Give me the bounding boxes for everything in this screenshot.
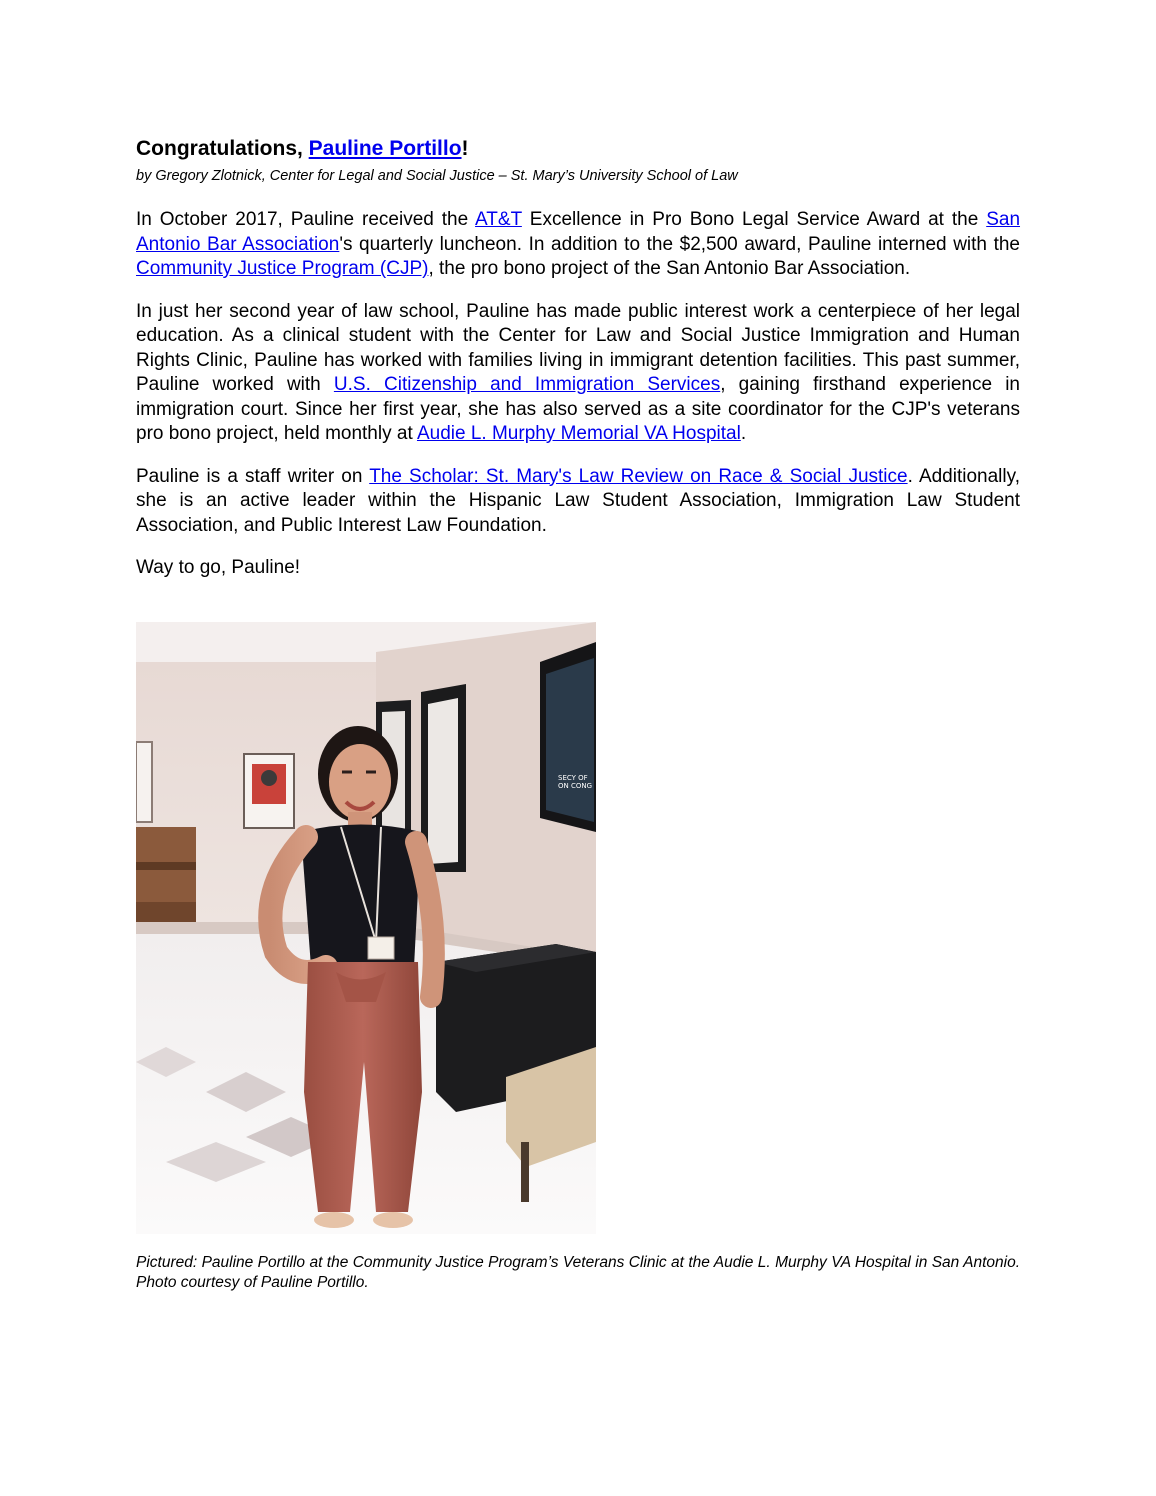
p3-text-1: Pauline is a staff writer on — [136, 465, 370, 487]
title-suffix: ! — [461, 137, 469, 160]
p3-text-2: . Additionally, she is an active leader within the Hispanic Law Student Association, Immigration Law Student Association, and Public Interest Law Foundation. — [136, 465, 1020, 536]
p1-text-3: 's quarterly luncheon. In addition to the $2,500 award, Pauline interned with the — [339, 233, 1021, 255]
p2-text-2: , gaining firsthand experience in immigration court. Since her first year, she has also served as a site coordinator for the CJP's veterans pro bono project, held monthly at — [136, 374, 1020, 444]
cjp-link[interactable]: Community Justice Program (CJP) — [136, 258, 429, 279]
san-antonio-bar-link[interactable]: San Antonio Bar Association — [136, 209, 1021, 255]
tv-caption-1: SECY OF — [558, 774, 588, 782]
p1-text-1: In October 2017, Pauline received the — [136, 209, 476, 230]
photo-caption: Pictured: Pauline Portillo at the Community Justice Program’s Veterans Clinic at the Audie L. Murphy VA Hospital in San Antonio. Photo courtesy of Pauline Portillo. — [136, 1254, 1020, 1291]
paragraph-leadership — [136, 465, 1020, 539]
p1-text-4: , the pro bono project of the San Antonio Bar Association. — [428, 258, 911, 279]
title-prefix: Congratulations, — [136, 137, 309, 160]
att-link[interactable]: AT&T — [475, 209, 522, 230]
paragraph-closing: Way to go, Pauline! — [136, 557, 301, 578]
p1-text-2: Excellence in Pro Bono Legal Service Award at the — [521, 209, 987, 230]
uscis-link[interactable]: U.S. Citizenship and Immigration Services — [333, 374, 721, 395]
scholar-law-review-link[interactable]: The Scholar: St. Mary's Law Review on Race & Social Justice — [369, 465, 908, 487]
paragraph-award — [136, 208, 1020, 282]
article — [136, 134, 1020, 581]
va-hospital-link[interactable]: Audie L. Murphy Memorial VA Hospital — [416, 423, 741, 444]
p2-text-3: . — [740, 423, 747, 444]
article-title — [136, 134, 1020, 164]
paragraph-education — [136, 300, 1020, 447]
p2-text-1: In just her second year of law school, Pauline has made public interest work a centerpiece of her legal education. As a clinical student with the Center for Law and Social Justice Immigration and Human Rights Clinic, Pauline has worked with families living in immigrant detention facilities. This past summer, Pauline worked with — [136, 300, 1020, 395]
pauline-portillo-link[interactable]: Pauline Portillo — [308, 137, 462, 160]
byline: by Gregory Zlotnick, Center for Legal and Social Justice – St. Mary’s University School of Law — [136, 168, 738, 184]
photo-illustration — [136, 622, 596, 1234]
pauline-portillo-photo — [136, 622, 596, 1234]
tv-caption-2: ON CONG — [558, 782, 593, 790]
